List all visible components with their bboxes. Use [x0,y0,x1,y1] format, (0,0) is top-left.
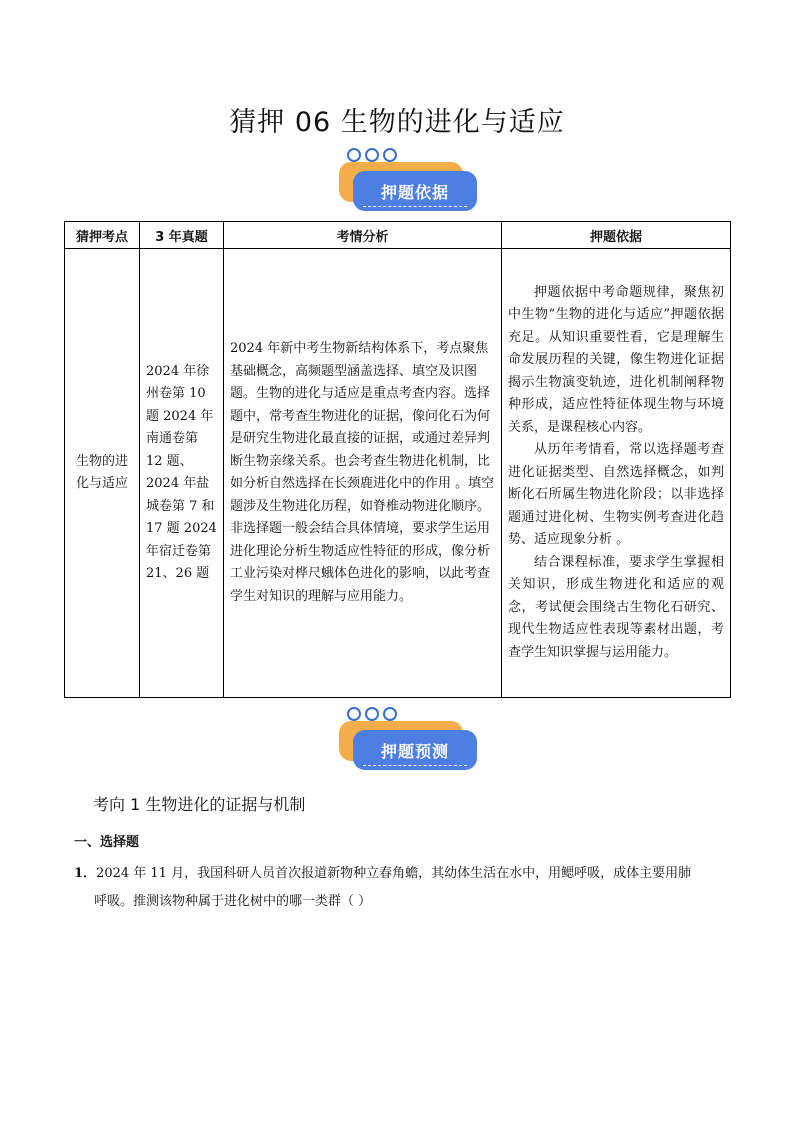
badge-underline [363,206,467,207]
header-analysis: 考情分析 [224,222,502,249]
section-badge-prediction [339,707,479,779]
table-header-row [65,222,731,249]
decorative-rings-icon [347,707,397,721]
header-basis: 押题依据 [502,222,731,249]
basis-paragraph: 结合课程标准，要求学生掌握相关知识，形成生物进化和适应的观念，考试便会围绕古生物化石研究、现代生物适应性表现等素材出题，考查学生知识掌握与运用能力。 [508,554,724,660]
header-exams: 3 年真题 [140,222,224,249]
analysis-table [64,221,731,698]
cell-exams: 2024 年徐州卷第 10 题 2024 年南通卷第 12 题、2024 年盐城卷第 7 和 17 题 2024 年宿迁卷第 21、26 题 [140,249,224,698]
question-type-heading: 一、选择题 [74,835,140,850]
header-topic: 猜押考点 [65,222,140,249]
question-item [74,860,734,916]
basis-paragraph: 押题依据中考命题规律，聚焦初中生物“生物的进化与适应”押题依据充足。从知识重要性看，它是理解生命发展历程的关键，像生物进化证据揭示生物演变轨迹，进化机制阐释物种形成，适应性特征体现生物与环境关系，是课程核心内容。 [508,284,724,435]
cell-analysis: 2024 年新中考生物新结构体系下，考点聚焦基础概念，高频题型涵盖选择、填空及识图题。生物的进化与适应是重点考查内容。选择题中，常考查生物进化的证据，像问化石为何是研究生物进化最直接的证据，或通过差异判断生物亲缘关系。也会考查生物进化机制，比如分析自然选择在长颈鹿进化中的作用 。填空题涉及生物进化历程，如脊椎动物进化顺序。非选择题一般会结合具体情境，要求学生运用进化理论分析生物适应性特征的形成，像分析工业污染对桦尺蛾体色进化的影响，以此考查学生对知识的理解与应用能力。 [224,249,502,698]
question-text-line1: 2024 年 11 月，我国科研人员首次报道新物种立春角蟾，其幼体生活在水中，用鳃呼吸，成体主要用肺 [96,866,692,881]
page-title: 猜押 06 生物的进化与适应 [229,107,565,138]
question-number: 1． [74,866,97,881]
badge-underline [363,765,467,766]
cell-basis [502,249,731,698]
section-badge-basis [339,148,479,220]
decorative-rings-icon [347,148,397,162]
badge-label: 押题依据 [353,171,477,211]
question-text-line2: 呼吸。推测该物种属于进化树中的哪一类群（ ） [94,894,372,909]
basis-paragraph: 从历年考情看，常以选择题考查进化证据类型、自然选择概念，如判断化石所属生物进化阶段；以非选择题通过进化树、生物实例考查进化趋势、适应现象分析 。 [508,442,724,548]
cell-topic: 生物的进化与适应 [65,249,140,698]
section-heading: 考向 1 生物进化的证据与机制 [93,795,306,814]
badge-label: 押题预测 [353,730,477,770]
table-row [65,249,731,698]
